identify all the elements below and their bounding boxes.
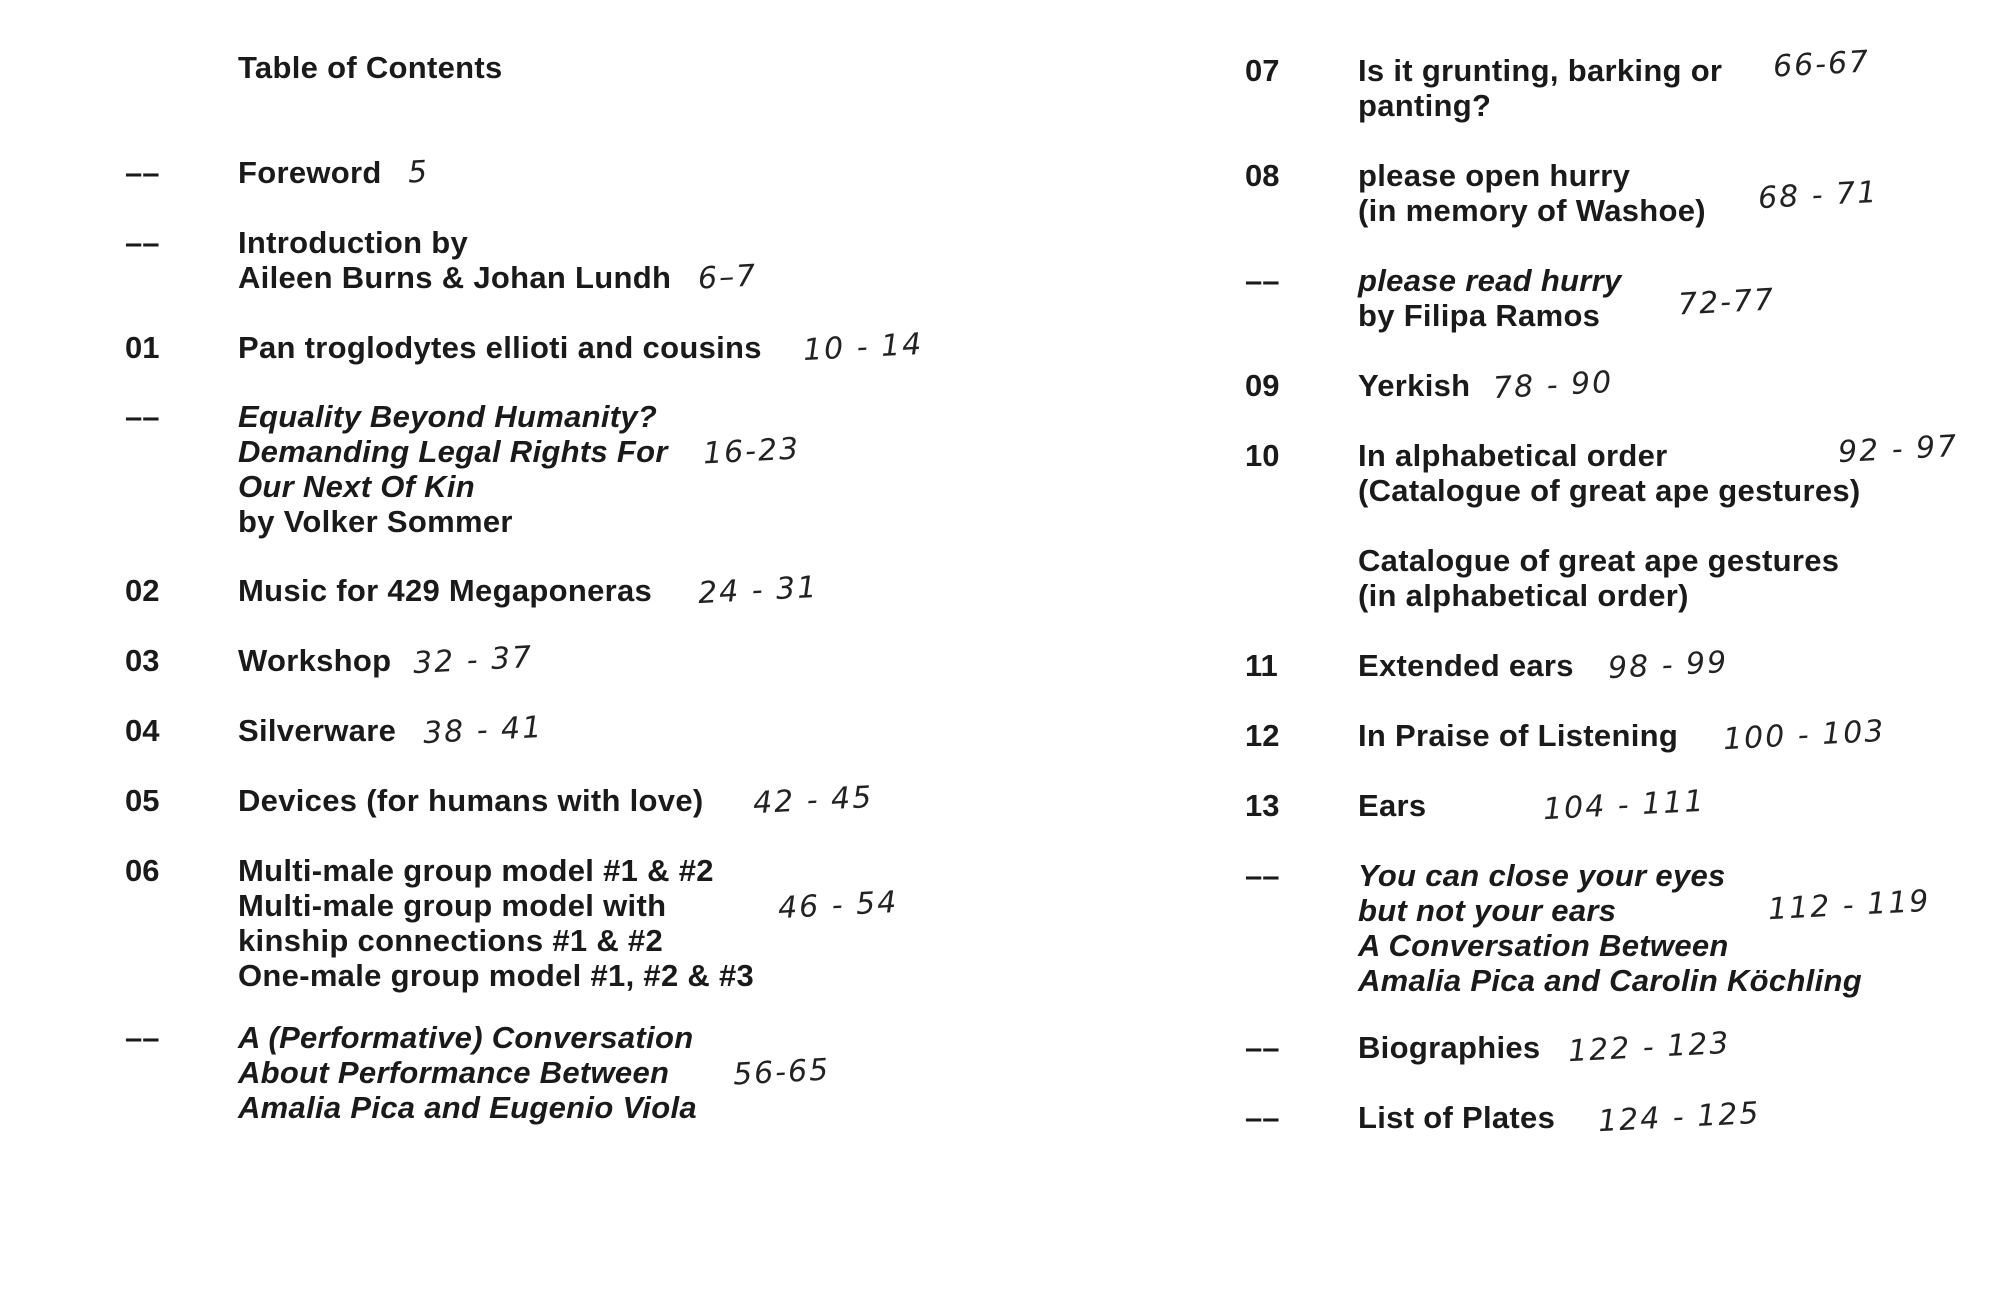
handwritten-page-range: 104 - 111 (1542, 783, 1707, 828)
handwritten-page-range: 68 - 71 (1757, 174, 1880, 217)
toc-entry-title-line: Equality Beyond Humanity? (238, 399, 658, 434)
toc-entry[interactable] (238, 783, 704, 818)
handwritten-page-range: 5 (407, 154, 430, 191)
toc-entry-title-line: kinship connections #1 & #2 (238, 923, 663, 958)
toc-entry-number: 07 (1245, 53, 1280, 88)
toc-entry[interactable] (238, 573, 652, 608)
toc-entry-title-line: Demanding Legal Rights For (238, 434, 668, 469)
toc-entry-number: –– (125, 155, 160, 190)
handwritten-page-range: 124 - 125 (1597, 1095, 1762, 1140)
handwritten-page-range: 46 - 54 (777, 884, 900, 927)
handwritten-page-range: 10 - 14 (802, 326, 925, 369)
toc-entry-title-line: Ears (1358, 788, 1427, 823)
toc-entry[interactable] (238, 399, 668, 539)
toc-entry-number: 10 (1245, 438, 1280, 473)
handwritten-page-range: 92 - 97 (1837, 428, 1960, 471)
toc-entry[interactable] (238, 643, 391, 678)
handwritten-page-range: 6–7 (697, 258, 759, 297)
toc-entry-number: –– (1245, 1030, 1280, 1065)
toc-entry-title-line: (in alphabetical order) (1358, 578, 1689, 613)
toc-entry[interactable] (1358, 858, 1862, 998)
toc-entry-title-line: by Volker Sommer (238, 504, 513, 539)
page-title: Table of Contents (238, 50, 503, 85)
toc-entry-title-line: About Performance Between (238, 1055, 670, 1090)
toc-entry-number: 11 (1245, 648, 1278, 683)
handwritten-page-range: 38 - 41 (422, 709, 545, 752)
toc-entry[interactable] (1358, 718, 1678, 753)
toc-entry-number: 06 (125, 853, 160, 888)
toc-entry-title-line: Aileen Burns & Johan Lundh (238, 260, 672, 295)
toc-entry-number: 12 (1245, 718, 1280, 753)
handwritten-page-range: 122 - 123 (1567, 1025, 1732, 1070)
toc-entry-title-line: In Praise of Listening (1358, 718, 1679, 753)
handwritten-page-range: 32 - 37 (412, 639, 535, 682)
toc-entry-title-line: Multi-male group model with (238, 888, 667, 923)
toc-entry-number: –– (125, 1020, 160, 1055)
toc-entry-title-line: (in memory of Washoe) (1358, 193, 1706, 228)
handwritten-page-range: 42 - 45 (752, 779, 875, 822)
toc-entry[interactable] (1358, 1030, 1540, 1065)
toc-entry[interactable] (238, 225, 671, 295)
toc-entry-number: 13 (1245, 788, 1280, 823)
toc-entry[interactable] (1358, 1100, 1555, 1135)
toc-entry-title-line: Pan troglodytes ellioti and cousins (238, 330, 762, 365)
toc-entry-title-line: please open hurry (1358, 158, 1631, 193)
toc-entry-number: 05 (125, 783, 160, 818)
toc-entry-title-line: please read hurry (1358, 263, 1622, 298)
toc-entry-number: 03 (125, 643, 160, 678)
toc-entry-title-line: Foreword (238, 155, 382, 190)
toc-entry[interactable] (1358, 438, 1861, 613)
handwritten-page-range: 16-23 (702, 431, 802, 472)
toc-entry[interactable] (238, 853, 754, 993)
toc-entry-title-line: Amalia Pica and Carolin Köchling (1358, 963, 1862, 998)
toc-entry-number: –– (125, 399, 160, 434)
toc-entry-title-line: (Catalogue of great ape gestures) (1358, 473, 1861, 508)
toc-entry-title-line: Is it grunting, barking or (1358, 53, 1723, 88)
toc-entry[interactable] (238, 1020, 697, 1125)
toc-entry[interactable] (1358, 53, 1722, 123)
toc-entry-title-line: Biographies (1358, 1030, 1541, 1065)
handwritten-page-range: 72-77 (1677, 282, 1777, 323)
toc-entry-title-line: but not your ears (1358, 893, 1617, 928)
handwritten-page-range: 98 - 99 (1607, 644, 1730, 687)
handwritten-page-range: 24 - 31 (697, 569, 820, 612)
toc-entry-title-line: Yerkish (1358, 368, 1471, 403)
toc-entry-title-line: Devices (for humans with love) (238, 783, 704, 818)
toc-entry-title-line: Workshop (238, 643, 392, 678)
handwritten-page-range: 100 - 103 (1722, 713, 1887, 758)
toc-entry-number: –– (125, 225, 160, 260)
toc-entry[interactable] (1358, 263, 1622, 333)
handwritten-page-range: 66-67 (1772, 44, 1872, 85)
handwritten-page-range: 78 - 90 (1492, 364, 1615, 407)
toc-entry-title-line: Amalia Pica and Eugenio Viola (238, 1090, 697, 1125)
toc-entry-title-line: Catalogue of great ape gestures (1358, 543, 1840, 578)
toc-entry-number: 02 (125, 573, 160, 608)
toc-entry-title-line: by Filipa Ramos (1358, 298, 1601, 333)
toc-entry[interactable] (1358, 368, 1470, 403)
toc-entry-title-line: One-male group model #1, #2 & #3 (238, 958, 755, 993)
toc-entry[interactable] (238, 155, 382, 190)
toc-entry-number: 08 (1245, 158, 1280, 193)
toc-entry-title-line: panting? (1358, 88, 1492, 123)
toc-entry-number: –– (1245, 858, 1280, 893)
toc-entry-number: –– (1245, 1100, 1280, 1135)
toc-entry[interactable] (1358, 648, 1574, 683)
handwritten-page-range: 56-65 (732, 1052, 832, 1093)
toc-entry-title-line: List of Plates (1358, 1100, 1556, 1135)
toc-entry-title-line: Introduction by (238, 225, 469, 260)
toc-entry-title-line: A Conversation Between (1358, 928, 1729, 963)
toc-entry-title-line: A (Performative) Conversation (238, 1020, 694, 1055)
toc-entry[interactable] (1358, 788, 1426, 823)
toc-entry-title-line: Multi-male group model #1 & #2 (238, 853, 714, 888)
toc-entry-number: 04 (125, 713, 160, 748)
toc-entry-number: 01 (125, 330, 160, 365)
toc-entry-title-line: Silverware (238, 713, 397, 748)
toc-entry-title-line: Extended ears (1358, 648, 1574, 683)
toc-entry-title-line: You can close your eyes (1358, 858, 1726, 893)
toc-entry[interactable] (238, 330, 762, 365)
toc-entry-title-line: In alphabetical order (1358, 438, 1668, 473)
toc-entry-number: 09 (1245, 368, 1280, 403)
toc-entry-title-line: Music for 429 Megaponeras (238, 573, 653, 608)
toc-entry-title-line: Our Next Of Kin (238, 469, 476, 504)
toc-entry-number: –– (1245, 263, 1280, 298)
toc-entry[interactable] (238, 713, 396, 748)
toc-entry-title-line (1358, 508, 1861, 543)
handwritten-page-range: 112 - 119 (1767, 883, 1932, 928)
toc-entry[interactable] (1358, 158, 1706, 228)
